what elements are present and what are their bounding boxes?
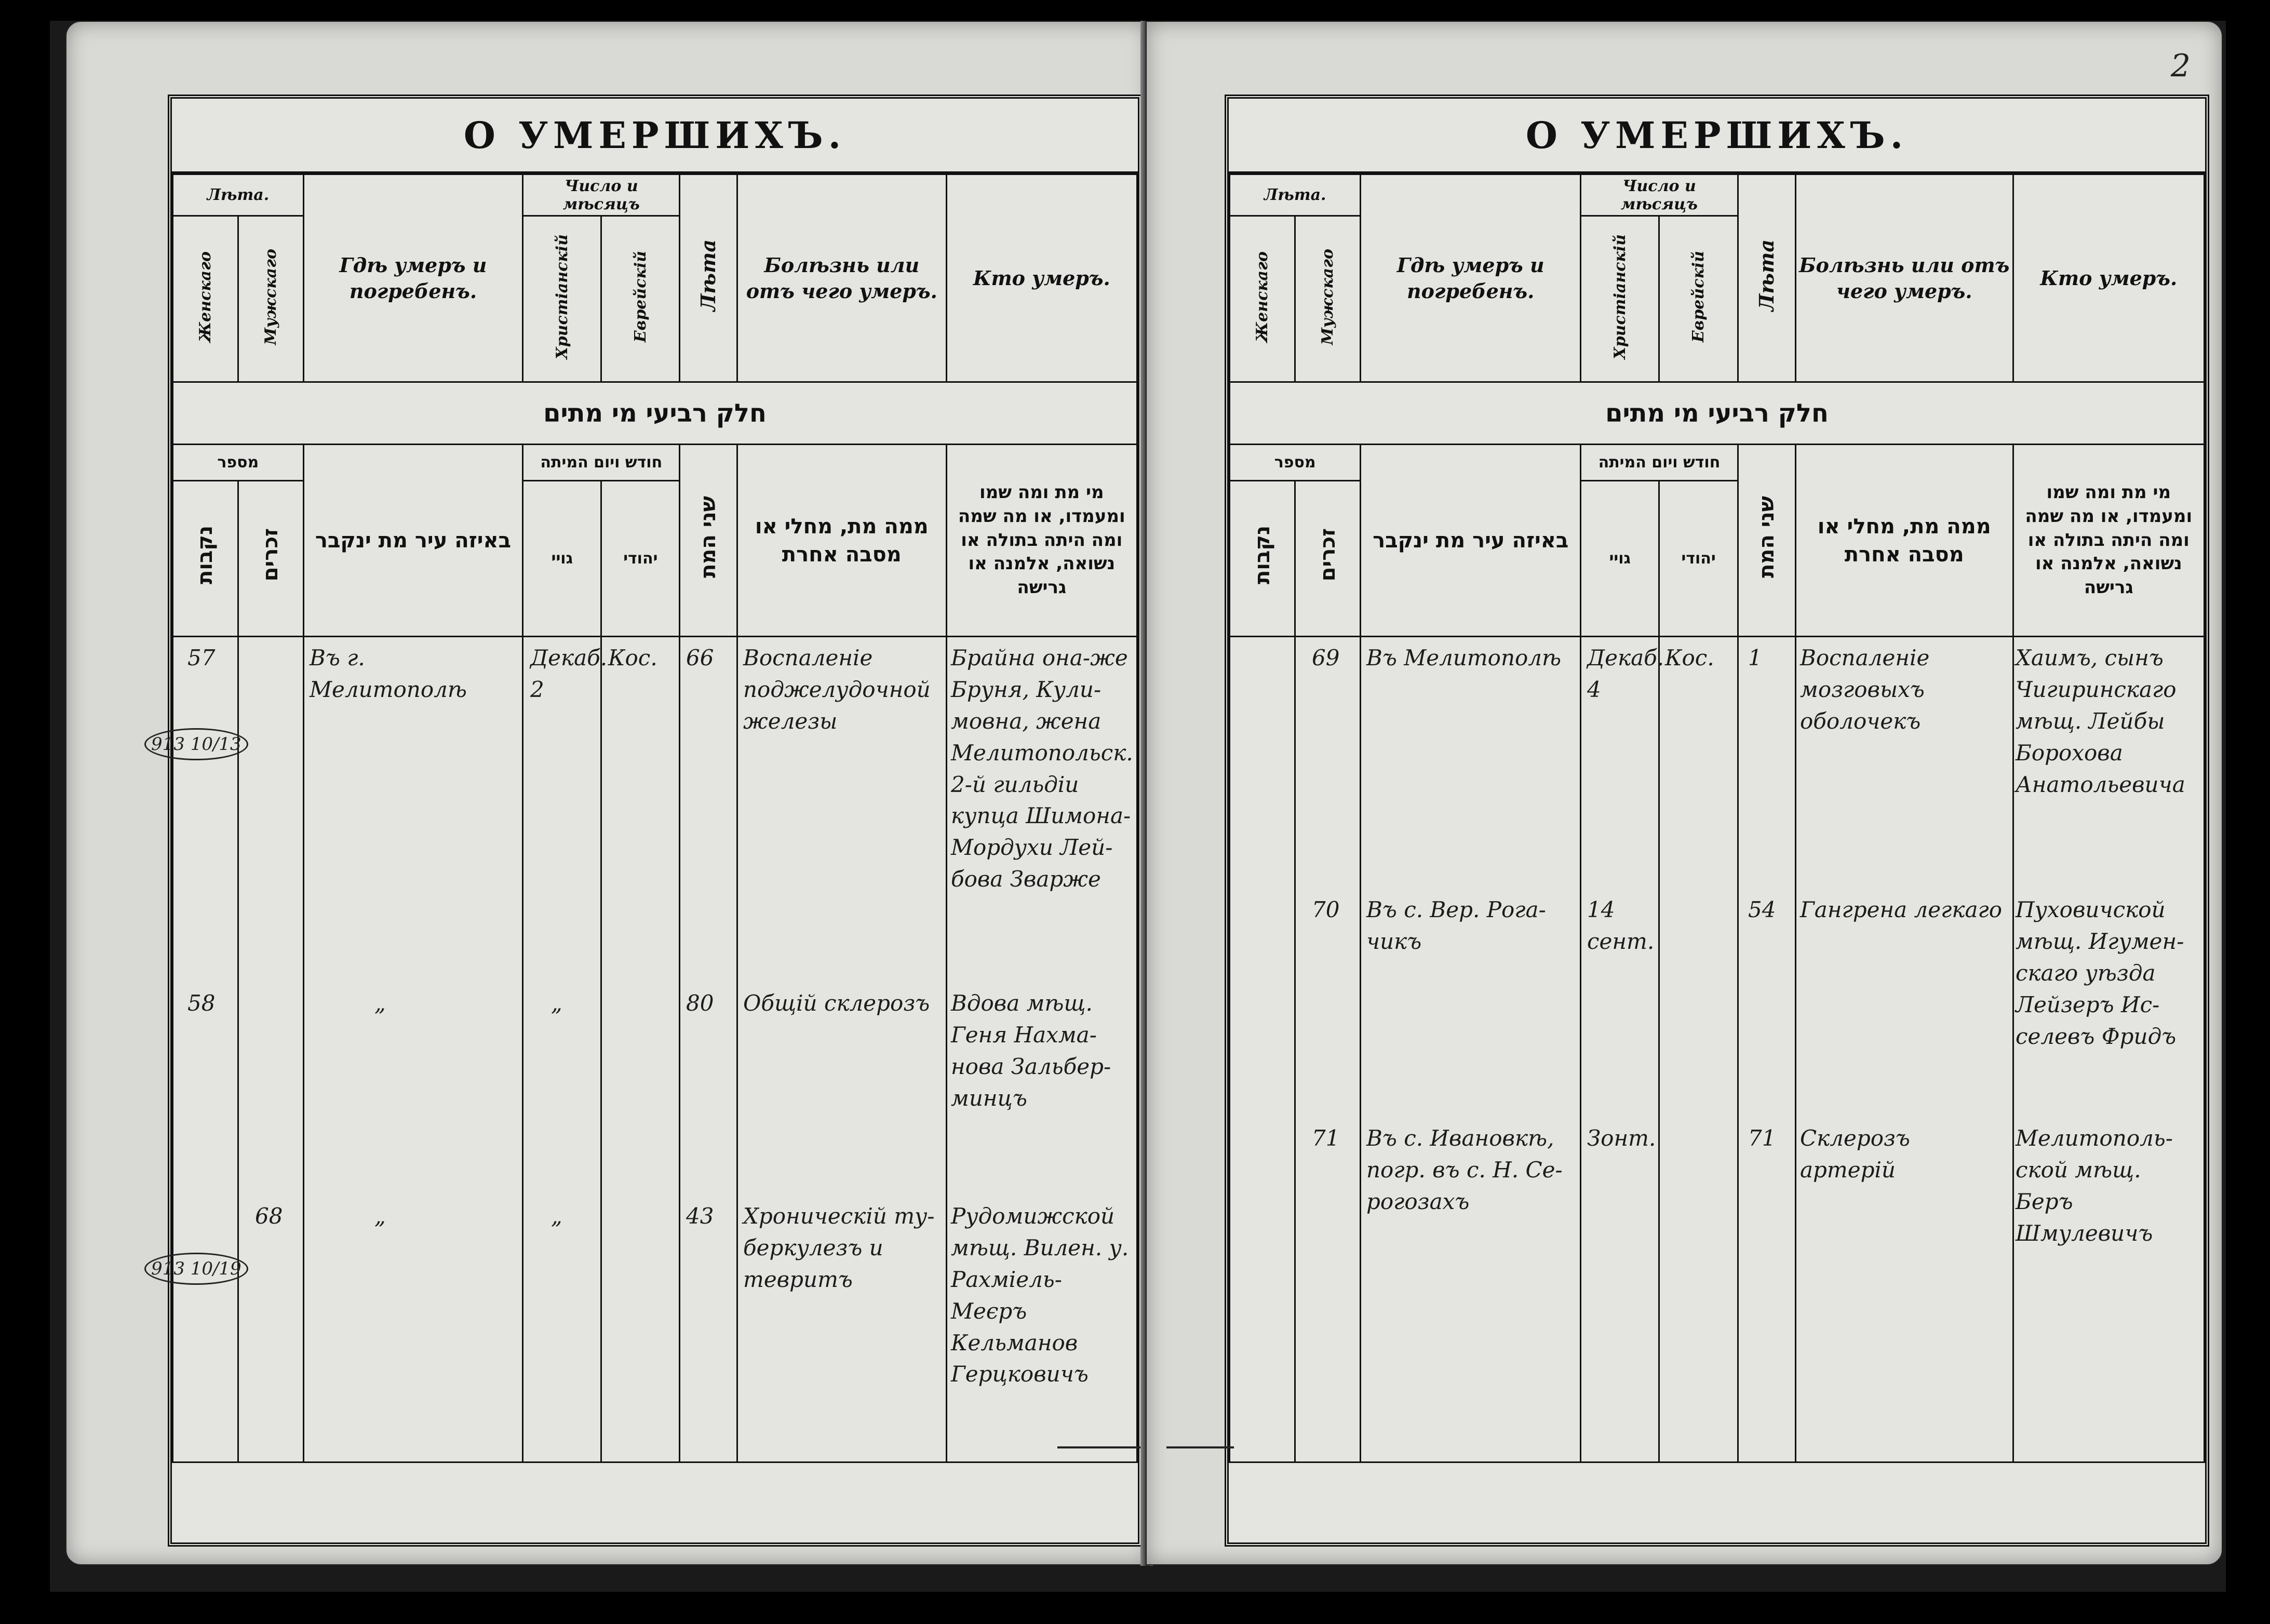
entry-1-christian-date: Декаб. 2 bbox=[530, 645, 608, 702]
years-header: Лѣта. bbox=[1230, 175, 1361, 216]
entry-3-number: 68 bbox=[255, 1203, 283, 1229]
entry-1-number: 57 bbox=[187, 645, 216, 670]
book-spread bbox=[50, 21, 2226, 1592]
margin-note-2: 913 10/19 bbox=[144, 1253, 248, 1285]
age-header: Лѣта bbox=[1738, 175, 1795, 382]
hebrew-jewish: יהודי bbox=[601, 481, 680, 637]
who-header: Кто умеръ. bbox=[946, 175, 1137, 382]
right-entry-2-number: 70 bbox=[1312, 897, 1340, 922]
right-entry-2-cause: Гангрена легкаго bbox=[1800, 897, 2002, 922]
hebrew-month-day: חודש ויום המיתה bbox=[1581, 445, 1738, 481]
entry-1-age: 66 bbox=[686, 645, 714, 670]
right-header-table bbox=[1229, 173, 2205, 1463]
col-jewish bbox=[601, 637, 680, 1462]
entry-3-place: „ bbox=[374, 1203, 386, 1229]
col-male bbox=[1295, 637, 1361, 1462]
christian-header: Христіанскій bbox=[1581, 216, 1659, 382]
left-title: О УМЕРШИХЪ. bbox=[172, 99, 1138, 173]
hebrew-month-day: חודש ויום המיתה bbox=[523, 445, 680, 481]
right-entry-1-cause: Воспаленіе мозговыхъ оболочекъ bbox=[1800, 645, 1930, 734]
entry-2-christian-date: „ bbox=[551, 990, 562, 1016]
entry-2-age: 80 bbox=[686, 990, 714, 1016]
hebrew-number: מספר bbox=[173, 445, 304, 481]
right-entry-3-number: 71 bbox=[1312, 1125, 1340, 1151]
jewish-header: Еврейскій bbox=[1659, 216, 1738, 382]
col-cause bbox=[737, 637, 946, 1462]
years-header: Лѣта. bbox=[173, 175, 304, 216]
right-entry-1-jewish-date: Кос. bbox=[1665, 645, 1714, 670]
hebrew-city: באיזה עיר מת ינקבר bbox=[1361, 445, 1581, 637]
hebrew-who: מי מת ומה שמו ומעמדו, או מה שמה ומה היתה בתולה או נשואה, אלמנה או גרישה bbox=[946, 445, 1137, 637]
right-title: О УМЕРШИХЪ. bbox=[1229, 99, 2205, 173]
margin-note-1: 913 10/13 bbox=[144, 728, 248, 760]
christian-header: Христіанскій bbox=[523, 216, 601, 382]
right-page bbox=[1146, 21, 2223, 1565]
entry-3-who: Рудомижской мѣщ. Вилен. у. Рахміель-Меєръ Кельманов Герцковичъ bbox=[951, 1203, 1129, 1387]
left-page bbox=[65, 21, 1150, 1565]
entry-1-place: Въ г. Мелитополѣ bbox=[310, 645, 467, 702]
who-header: Кто умеръ. bbox=[2013, 175, 2204, 382]
jewish-header: Еврейскій bbox=[601, 216, 680, 382]
right-entry-1-age: 1 bbox=[1748, 645, 1762, 670]
hebrew-number: מספר bbox=[1230, 445, 1361, 481]
hebrew-male: זכרים bbox=[1295, 481, 1361, 637]
entry-2-cause: Общій склерозъ bbox=[743, 990, 930, 1016]
hebrew-goyish: גויי bbox=[1581, 481, 1659, 637]
right-entry-1-christian-date: Декаб. 4 bbox=[1587, 645, 1664, 702]
right-entry-3-who: Мелитопольской мѣщ. Беръ Шмулевичъ bbox=[2016, 1125, 2173, 1246]
col-christian bbox=[1581, 637, 1664, 1462]
male-header: Мужскаго bbox=[238, 216, 303, 382]
hebrew-goyish: גויי bbox=[523, 481, 601, 637]
right-entry-1-who: Хаимъ, сынъ Чигиринскаго мѣщ. Лейбы Бороховa Анатольевича bbox=[2016, 645, 2185, 797]
female-header: Женскаго bbox=[173, 216, 238, 382]
entry-1-cause: Воспаленіе поджелудочной железы bbox=[743, 645, 931, 734]
left-register-frame bbox=[168, 95, 1142, 1547]
hebrew-years: שני המת bbox=[680, 445, 737, 637]
male-header: Мужскаго bbox=[1295, 216, 1361, 382]
entry-3-cause: Хроническій туберкулезъ и тевритъ bbox=[743, 1203, 935, 1292]
right-entry-3-age: 71 bbox=[1748, 1125, 1776, 1151]
hebrew-section-title: חלק רביעי מי מתים bbox=[173, 382, 1137, 445]
col-jewish bbox=[1659, 637, 1738, 1462]
col-place bbox=[1361, 637, 1581, 1462]
right-entry-2-place: Въ с. Вер. Рогачикъ bbox=[1366, 897, 1546, 954]
right-entry-1-place: Въ Мелитополѣ bbox=[1366, 645, 1562, 670]
right-entry-2-christian-date: 14 сент. bbox=[1587, 897, 1655, 954]
date-header: Число и мѣсяцъ bbox=[523, 175, 680, 216]
right-entry-2-age: 54 bbox=[1748, 897, 1776, 922]
right-entry-1-number: 69 bbox=[1312, 645, 1340, 670]
right-entry-3-christian-date: Зонт. bbox=[1587, 1125, 1656, 1151]
col-male bbox=[238, 637, 303, 1462]
right-register-frame bbox=[1225, 95, 2209, 1547]
right-entry-3-cause: Склерозъ артерій bbox=[1800, 1125, 1910, 1183]
hebrew-section-title: חלק רביעי מי מתים bbox=[1230, 382, 2205, 445]
hebrew-cause: ממה מת, מחלי או מסבה אחרת bbox=[1795, 445, 2013, 637]
col-place bbox=[303, 637, 523, 1462]
col-cause bbox=[1795, 637, 2013, 1462]
age-header: Лѣта bbox=[680, 175, 737, 382]
binding-thread-left bbox=[1057, 1446, 1140, 1448]
hebrew-jewish: יהודי bbox=[1659, 481, 1738, 637]
hebrew-female: נקבות bbox=[173, 481, 238, 637]
where-header: Гдѣ умеръ и погребенъ. bbox=[303, 175, 523, 382]
hebrew-female: נקבות bbox=[1230, 481, 1295, 637]
col-age bbox=[680, 637, 737, 1462]
entry-2-number: 58 bbox=[187, 990, 216, 1016]
hebrew-male: זכרים bbox=[238, 481, 303, 637]
hebrew-city: באיזה עיר מת ינקבר bbox=[303, 445, 523, 637]
col-christian bbox=[523, 637, 608, 1462]
entry-3-age: 43 bbox=[686, 1203, 714, 1229]
page-number: 2 bbox=[2170, 48, 2191, 84]
col-age bbox=[1738, 637, 1795, 1462]
right-entry-3-place: Въ с. Ивановкѣ, погр. въ с. Н. Серогозахъ bbox=[1366, 1125, 1563, 1214]
entry-2-who: Вдова мѣщ. Геня Нахманова Зальберминцъ bbox=[951, 990, 1111, 1111]
hebrew-cause: ממה מת, מחלי או מסבה אחרת bbox=[737, 445, 946, 637]
entry-3-christian-date: „ bbox=[551, 1203, 562, 1229]
hebrew-years: שני המת bbox=[1738, 445, 1795, 637]
female-header: Женскаго bbox=[1230, 216, 1295, 382]
where-header: Гдѣ умеръ и погребенъ. bbox=[1361, 175, 1581, 382]
binding-thread-right bbox=[1166, 1446, 1234, 1448]
hebrew-who: מי מת ומה שמו ומעמדו, או מה שמה ומה היתה בתולה או נשואה, אלמנה או גרישה bbox=[2013, 445, 2204, 637]
col-female bbox=[173, 637, 238, 1462]
entry-2-place: „ bbox=[374, 990, 386, 1016]
entry-1-who: Брайна она-же Бруня, Кулимовна, жена Мелитопольск. 2-й гильдіи купца Шимона-Мордухи Лейбова Зварже bbox=[951, 645, 1133, 892]
col-female bbox=[1230, 637, 1295, 1462]
illness-header: Болѣзнь или отъ чего умеръ. bbox=[1795, 175, 2013, 382]
right-entry-2-who: Пуховичской мѣщ. Игуменскаго уѣзда Лейзеръ Исселевъ Фридъ bbox=[2016, 897, 2184, 1049]
entry-1-jewish-date: Кос. bbox=[608, 645, 657, 670]
illness-header: Болѣзнь или отъ чего умеръ. bbox=[737, 175, 946, 382]
date-header: Число и мѣсяцъ bbox=[1581, 175, 1738, 216]
